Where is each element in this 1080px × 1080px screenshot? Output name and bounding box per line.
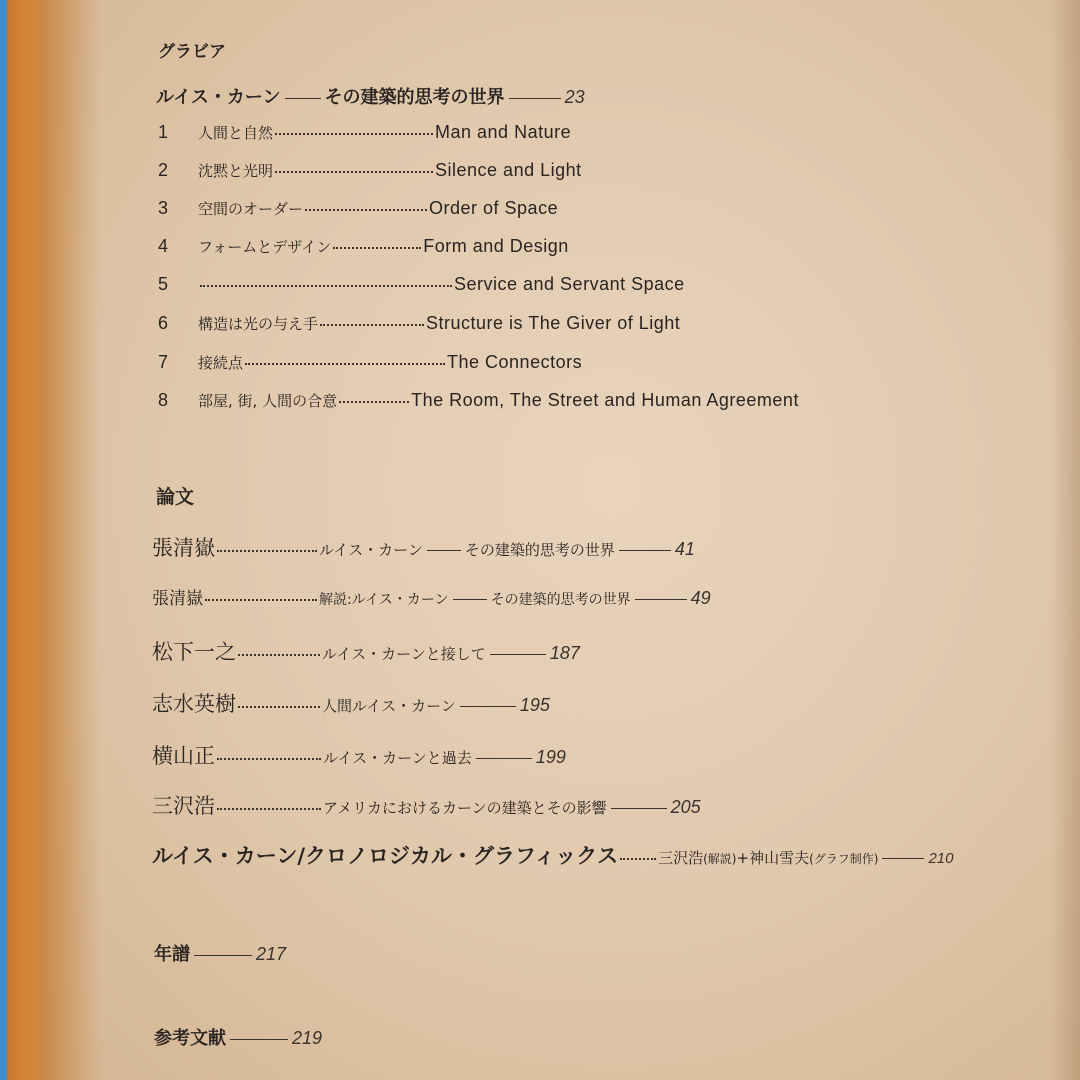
page-edge-shadow <box>1050 0 1080 1080</box>
item-number: 1 <box>158 122 169 142</box>
item-number: 2 <box>158 160 169 180</box>
essay-title: 解説:ルイス・カーン <box>319 592 449 608</box>
item-en-title: Man and Nature <box>435 122 572 142</box>
dash-leader <box>285 98 321 99</box>
item-jp-title: 空間のオーダー <box>198 200 304 218</box>
dash-leader <box>490 654 546 655</box>
dash-leader <box>509 98 561 99</box>
credit-plus: + <box>736 849 750 867</box>
essay-author: 志水英樹 <box>152 692 236 716</box>
references-page: 219 <box>292 1028 323 1048</box>
gravure-item[interactable] <box>158 160 582 181</box>
dot-leader <box>217 808 321 810</box>
essay-entry[interactable] <box>152 688 550 718</box>
item-en-title: Service and Servant Space <box>454 274 685 294</box>
item-number: 7 <box>158 352 169 372</box>
essay-author: 張清嶽 <box>152 536 215 560</box>
dot-leader <box>620 858 656 860</box>
essay-title: ルイス・カーンと過去 <box>323 749 472 767</box>
gravure-item[interactable] <box>158 313 680 334</box>
essay-title: 人間ルイス・カーン <box>322 697 456 715</box>
chronological-title: ルイス・カーン/クロノロジカル・グラフィックス <box>152 844 619 868</box>
references-label: 参考文献 <box>154 1028 226 1049</box>
item-en-title: Form and Design <box>423 236 569 256</box>
item-en-title: The Room, The Street and Human Agreement <box>411 390 799 410</box>
gravure-item[interactable] <box>158 198 558 219</box>
item-number: 5 <box>158 274 169 294</box>
dot-leader <box>275 133 433 135</box>
essay-title: ルイス・カーン <box>319 541 423 559</box>
item-en-title: Silence and Light <box>435 160 582 180</box>
dot-leader <box>217 550 317 552</box>
item-en-title: Order of Space <box>429 198 559 218</box>
essay-entry[interactable] <box>152 790 701 820</box>
dot-leader <box>305 209 427 211</box>
dash-leader <box>611 808 667 809</box>
dash-leader <box>427 550 461 551</box>
dot-leader <box>320 324 424 326</box>
item-number: 8 <box>158 390 169 410</box>
dash-leader <box>619 550 671 551</box>
gravure-main-title: ルイス・カーン <box>156 87 281 108</box>
essay-page: 49 <box>690 588 711 608</box>
item-jp-title: 部屋, 街, 人間の合意 <box>198 392 338 410</box>
dot-leader <box>217 758 321 760</box>
gravure-main-subtitle: その建築的思考の世界 <box>324 87 505 108</box>
dot-leader <box>245 363 445 365</box>
item-jp-title: 構造は光の与え手 <box>198 315 319 333</box>
dash-leader <box>460 706 516 707</box>
dot-leader <box>200 285 452 287</box>
essay-author: 松下一之 <box>152 640 236 664</box>
gravure-heading: グラビア <box>158 42 226 62</box>
dot-leader <box>333 247 421 249</box>
essay-author: 三沢浩 <box>152 794 215 818</box>
dash-leader <box>230 1039 288 1040</box>
chronology-page: 217 <box>256 944 287 964</box>
essay-subtitle: その建築的思考の世界 <box>464 541 615 559</box>
credit-author-b: 神山雪夫 <box>749 849 810 867</box>
essay-title: ルイス・カーンと接して <box>322 645 486 663</box>
essay-entry[interactable] <box>152 636 580 666</box>
dot-leader <box>238 706 320 708</box>
gravure-item[interactable] <box>158 122 571 143</box>
gravure-item[interactable] <box>158 390 799 411</box>
item-en-title: The Connectors <box>447 352 583 372</box>
essay-page: 205 <box>670 797 701 817</box>
item-jp-title: 接続点 <box>198 354 244 372</box>
dot-leader <box>275 171 433 173</box>
chronology-label: 年譜 <box>154 944 190 965</box>
essay-subtitle: その建築的思考の世界 <box>490 592 631 608</box>
gravure-main-entry[interactable] <box>156 83 585 109</box>
dot-leader <box>238 654 320 656</box>
gravure-main-page: 23 <box>564 87 585 107</box>
item-number: 4 <box>158 236 169 256</box>
essay-author: 張清嶽 <box>152 589 203 609</box>
essay-entry[interactable] <box>152 532 695 562</box>
credit-role-b: (グラフ制作) <box>809 852 879 866</box>
essay-entry[interactable] <box>152 740 566 770</box>
credit-role-a: (解説) <box>703 852 737 866</box>
chronology-entry[interactable] <box>154 940 286 966</box>
essay-title: アメリカにおけるカーンの建築とその影響 <box>323 799 607 817</box>
item-en-title: Structure is The Giver of Light <box>426 313 681 333</box>
item-jp-title: 人間と自然 <box>198 124 274 142</box>
item-jp-title: フォームとデザイン <box>198 238 332 256</box>
gravure-item[interactable] <box>158 352 582 373</box>
essay-page: 199 <box>535 747 566 767</box>
essays-heading: 論文 <box>156 486 195 508</box>
dot-leader <box>339 401 409 403</box>
essay-entry[interactable] <box>152 584 711 609</box>
essay-page: 187 <box>549 643 580 663</box>
dot-leader <box>205 599 317 601</box>
essay-author: 横山正 <box>152 744 215 768</box>
dash-leader <box>476 758 532 759</box>
dash-leader <box>635 599 687 600</box>
item-number: 6 <box>158 313 169 333</box>
chronological-page: 210 <box>928 850 954 867</box>
item-jp-title: 沈黙と光明 <box>198 162 274 180</box>
gravure-item[interactable] <box>158 236 569 257</box>
gravure-item[interactable] <box>158 274 685 295</box>
dash-leader <box>453 599 487 600</box>
item-number: 3 <box>158 198 169 218</box>
essay-page: 41 <box>674 539 695 559</box>
dash-leader <box>882 858 924 859</box>
credit-author-a: 三沢浩 <box>658 849 704 867</box>
chronological-graphics-entry[interactable] <box>152 840 954 870</box>
references-entry[interactable] <box>154 1024 322 1050</box>
essay-page: 195 <box>519 695 550 715</box>
dash-leader <box>194 955 252 956</box>
